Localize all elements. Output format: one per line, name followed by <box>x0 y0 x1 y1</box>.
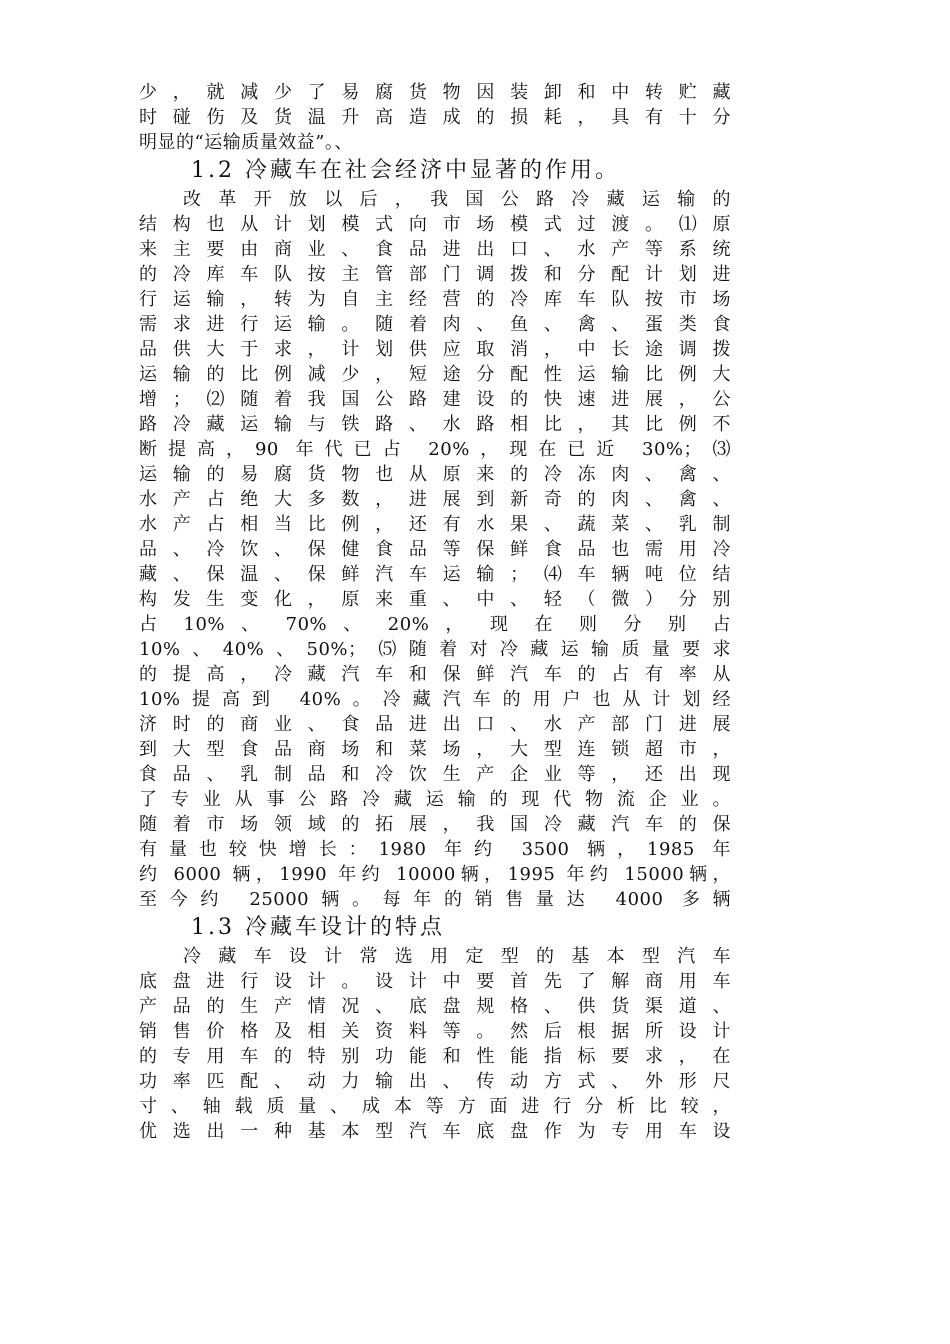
intro-paragraph <box>139 80 731 155</box>
text-line: 10%提高到 40%。冷藏汽车的用户也从计划经 <box>139 689 731 710</box>
text-line: 路冷藏运输与铁路、水路相比，其比例不 <box>139 414 731 435</box>
document-page <box>139 80 731 1144</box>
text-line: 寸、轴载质量、成本等方面进行分析比较， <box>139 1096 731 1117</box>
text-line: 水产占相当比例，还有水果、蔬菜、乳制 <box>139 514 731 535</box>
text-line: 的冷库车队按主管部门调拨和分配计划进 <box>139 264 731 285</box>
text-line: 运输的比例减少，短途分配性运输比例大 <box>139 364 731 385</box>
text-line: 至今约 25000辆。每年的销售量达 4000 多辆 <box>139 889 731 910</box>
text-line: 增；⑵随着我国公路建设的快速进展，公 <box>139 389 731 410</box>
text-line: 水产占绝大多数，进展到新奇的肉、禽、 <box>139 489 731 510</box>
text-line: 需求进行运输。随着肉、鱼、禽、蛋类食 <box>139 314 731 335</box>
text-line: 行运输，转为自主经营的冷库车队按市场 <box>139 289 731 310</box>
text-line: 藏、保温、保鲜汽车运输；⑷车辆吨位结 <box>139 564 731 585</box>
text-line: 的专用车的特别功能和性能指标要求，在 <box>139 1046 731 1067</box>
text-line: 构发生变化，原来重、中、轻（微）分别 <box>139 589 731 610</box>
text-line: 产品的生产情况、底盘规格、供货渠道、 <box>139 996 731 1017</box>
text-line: 到大型食品商场和菜场，大型连锁超市， <box>139 739 731 760</box>
text-line: 少，就减少了易腐货物因装卸和中转贮藏 <box>139 82 731 103</box>
text-line: 改革开放以后，我国公路冷藏运输的 <box>183 189 731 210</box>
text-line: 断提高，90 年代已占 20%，现在已近 30%；⑶ <box>139 439 731 460</box>
text-line: 功率匹配、动力输出、传动方式、外形尺 <box>139 1071 731 1092</box>
text-line: 济时的商业、食品进出口、水产部门进展 <box>139 714 731 735</box>
text-line: 随着市场领域的拓展，我国冷藏汽车的保 <box>139 814 731 835</box>
section-1-3-body <box>139 944 731 1144</box>
text-line: 底盘进行设计。设计中要首先了解商用车 <box>139 971 731 992</box>
text-line: 食品、乳制品和冷饮生产企业等，还出现 <box>139 764 731 785</box>
text-line: 占 10% 、 70% 、 20% ， 现 在 则 分 别 占 <box>139 614 731 635</box>
text-line: 结构也从计划模式向市场模式过渡。⑴原 <box>139 214 731 235</box>
text-line: 约 6000 辆，1990 年约 10000辆，1995 年约 15000辆， <box>139 864 731 885</box>
text-line: 优选出一种基本型汽车底盘作为专用车设 <box>139 1121 731 1142</box>
text-line: 品、冷饮、保健食品等保鲜食品也需用冷 <box>139 539 731 560</box>
text-line: 运输的易腐货物也从原来的冷冻肉、禽、 <box>139 464 731 485</box>
text-line: 有量也较快增长：1980 年约 3500 辆，1985 年 <box>139 839 731 860</box>
text-line: 销售价格及相关资料等。然后根据所设计 <box>139 1021 731 1042</box>
text-line: 10%、40%、50%；⑸随着对冷藏运输质量要求 <box>139 639 731 660</box>
text-line: 的提高，冷藏汽车和保鲜汽车的占有率从 <box>139 664 731 685</box>
text-line: 冷藏车设计常选用定型的基本型汽车 <box>183 946 731 967</box>
text-line: 明显的“运输质量效益”。、 <box>139 132 353 153</box>
text-line: 品供大于求，计划供应取消，中长途调拨 <box>139 339 731 360</box>
section-1-2-body <box>139 187 731 912</box>
section-heading-1-2: 1.2 冷藏车在社会经济中显著的作用。 <box>191 158 620 183</box>
text-line: 了专业从事公路冷藏运输的现代物流企业。 <box>139 789 731 810</box>
text-line: 来主要由商业、食品进出口、水产等系统 <box>139 239 731 260</box>
text-line: 时碰伤及货温升高造成的损耗，具有十分 <box>139 107 731 128</box>
section-heading-1-3: 1.3 冷藏车设计的特点 <box>191 915 445 940</box>
